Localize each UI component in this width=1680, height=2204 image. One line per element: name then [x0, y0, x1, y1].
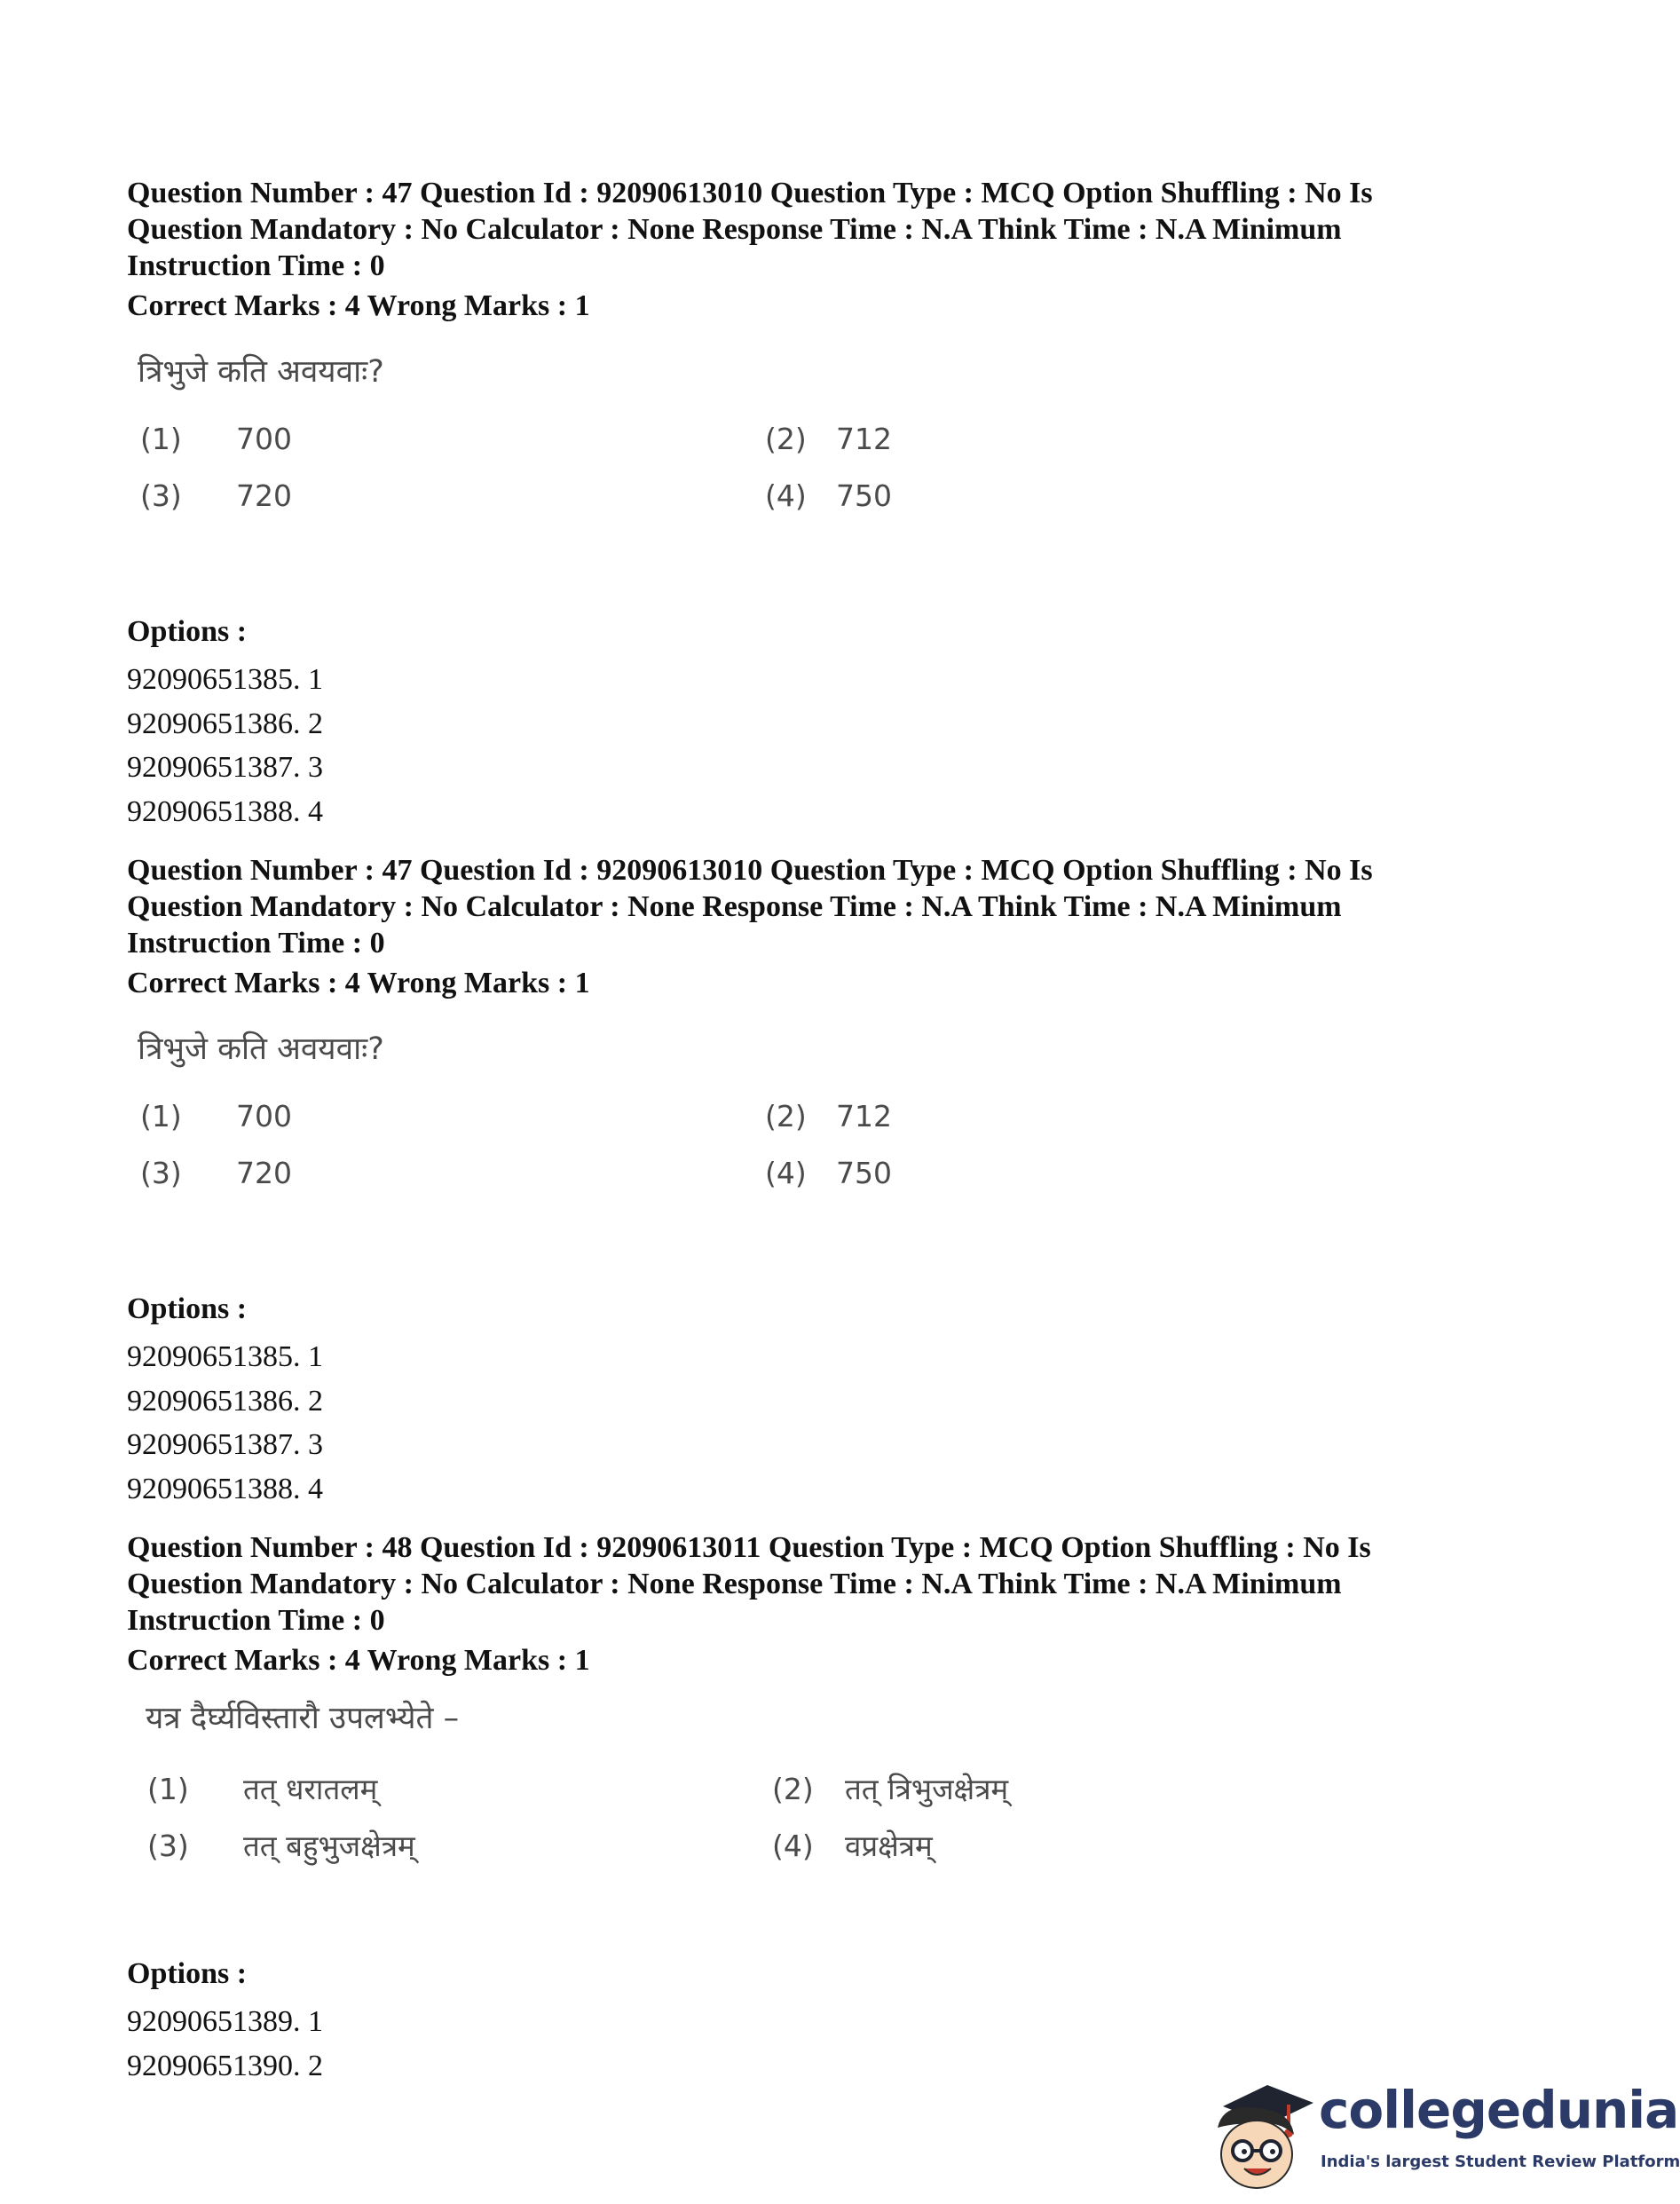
question-block-2 — [0, 852, 1629, 1527]
choice-text: वप्रक्षेत्रम् — [845, 1829, 933, 1863]
choice-number: (4) — [772, 1829, 814, 1863]
option-id: 92090651388. 4 — [127, 794, 323, 828]
options-label: Options : — [127, 615, 248, 648]
choice-text: तत् त्रिभुजक्षेत्रम् — [845, 1772, 1009, 1806]
choice-number: (3) — [140, 478, 182, 513]
choice-number: (2) — [765, 422, 807, 456]
option-id-list — [127, 2000, 323, 2088]
option-id: 92090651386. 2 — [127, 707, 323, 740]
question-marks: Correct Marks : 4 Wrong Marks : 1 — [127, 1644, 590, 1677]
collegedunia-logo — [1205, 2073, 1680, 2192]
question-image-panel — [133, 1694, 1109, 1898]
logo-wordmark: collegedunia — [1319, 2080, 1679, 2140]
choice-text: तत् बहुभुजक्षेत्रम् — [243, 1829, 415, 1863]
choice-text: तत् धरातलम् — [243, 1772, 378, 1806]
option-id-list — [127, 658, 323, 833]
choice-text: 720 — [236, 478, 292, 513]
choice-text: 712 — [836, 422, 892, 456]
option-id: 92090651389. 1 — [127, 2005, 323, 2038]
question-image-panel — [133, 1021, 1109, 1225]
choice-number: (2) — [772, 1772, 814, 1806]
question-marks: Correct Marks : 4 Wrong Marks : 1 — [127, 289, 590, 322]
choice-number: (1) — [147, 1772, 189, 1806]
choice-number: (1) — [140, 1099, 182, 1134]
option-id: 92090651390. 2 — [127, 2049, 323, 2082]
option-id: 92090651385. 1 — [127, 1340, 323, 1373]
choice-number: (4) — [765, 1156, 807, 1190]
option-id: 92090651388. 4 — [127, 1472, 323, 1505]
option-id-list — [127, 1335, 323, 1511]
choice-text: 712 — [836, 1099, 892, 1134]
question-meta: Question Number : 47 Question Id : 92090613010 Question Type : MCQ Option Shuffling : No Is Question Mandatory : No Calculator : None Response Time : N.A Think Time : N.A Minimum Instruction Time : 0 — [127, 854, 1373, 960]
question-block-1 — [0, 175, 1629, 849]
question-image-panel — [133, 344, 1109, 548]
choice-text: 720 — [236, 1156, 292, 1190]
options-label: Options : — [127, 1292, 248, 1325]
choice-number: (2) — [765, 1099, 807, 1134]
choice-text: 700 — [236, 1099, 292, 1134]
question-meta: Question Number : 48 Question Id : 92090613011 Question Type : MCQ Option Shuffling : No Is Question Mandatory : No Calculator : None Response Time : N.A Think Time : N.A Minimum Instruction Time : 0 — [127, 1531, 1371, 1637]
question-meta: Question Number : 47 Question Id : 92090613010 Question Type : MCQ Option Shuffling : No Is Question Mandatory : No Calculator : None Response Time : N.A Think Time : N.A Minimum Instruction Time : 0 — [127, 177, 1373, 282]
option-id: 92090651387. 3 — [127, 751, 323, 784]
choice-number: (3) — [140, 1156, 182, 1190]
option-id: 92090651387. 3 — [127, 1428, 323, 1461]
question-marks: Correct Marks : 4 Wrong Marks : 1 — [127, 967, 590, 999]
choice-text: 750 — [836, 1156, 892, 1190]
choice-text: 750 — [836, 478, 892, 513]
option-id: 92090651385. 1 — [127, 663, 323, 696]
question-stem: यत्र दैर्घ्यविस्तारौ उपलभ्येते – — [146, 1701, 460, 1736]
choice-text: 700 — [236, 422, 292, 456]
question-stem: त्रिभुजे कति अवयवाः? — [138, 354, 384, 390]
choice-number: (3) — [147, 1829, 189, 1863]
option-id: 92090651386. 2 — [127, 1384, 323, 1418]
mascot-icon — [1205, 2073, 1321, 2192]
question-stem: त्रिभुजे कति अवयवाः? — [138, 1031, 384, 1067]
choice-number: (1) — [140, 422, 182, 456]
options-label: Options : — [127, 1957, 248, 1990]
logo-tagline: India's largest Student Review Platform — [1321, 2153, 1680, 2171]
choice-number: (4) — [765, 478, 807, 513]
